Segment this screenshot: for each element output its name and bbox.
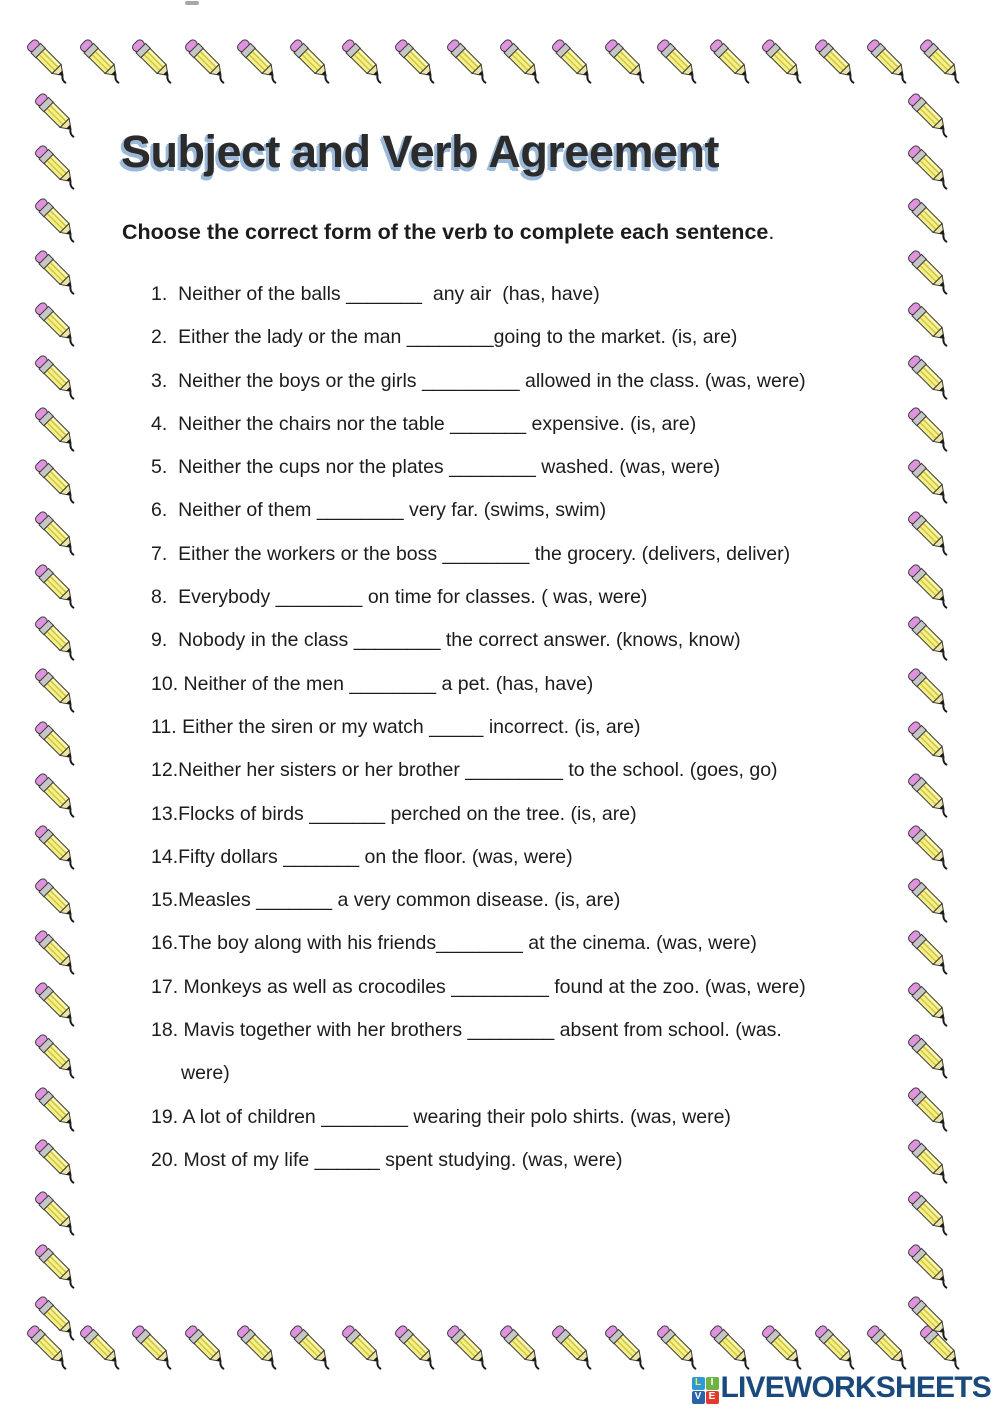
question-line: 14.Fifty dollars _______ on the floor. (was, were)	[151, 845, 573, 868]
pencil-icon	[26, 559, 84, 617]
question-line: 20. Most of my life ______ spent studying. (was, were)	[151, 1148, 623, 1171]
pencil-icon	[26, 193, 84, 251]
pencil-icon	[123, 1320, 181, 1378]
pencil-icon	[899, 193, 957, 251]
question-line: 8. Everybody ________ on time for classes. ( was, were)	[151, 586, 648, 609]
pencil-icon	[18, 34, 76, 92]
pencil-icon	[26, 454, 84, 512]
pencil-icon	[701, 1320, 759, 1378]
question-line-continuation: were)	[181, 1062, 230, 1085]
pencil-icon	[71, 1320, 129, 1378]
pencil-icon	[26, 350, 84, 408]
pencil-icon	[26, 1029, 84, 1087]
pencil-icon	[71, 34, 129, 92]
page-title: Subject and Verb Agreement	[121, 126, 719, 177]
question-list	[151, 273, 911, 1182]
pencil-icon	[281, 34, 339, 92]
pencil-icon	[596, 1320, 654, 1378]
pencil-icon	[26, 925, 84, 983]
question-line: 13.Flocks of birds _______ perched on the tree. (is, are)	[151, 802, 637, 825]
pencil-icon	[26, 873, 84, 931]
pencil-icon	[26, 977, 84, 1035]
pencil-icon	[753, 1320, 811, 1378]
pencil-icon	[228, 1320, 286, 1378]
pencil-icon	[123, 34, 181, 92]
question-line: 16.The boy along with his friends________ at the cinema. (was, were)	[151, 932, 757, 955]
pencil-icon	[176, 1320, 234, 1378]
pencil-icon	[899, 1186, 957, 1244]
question-line: 10. Neither of the men ________ a pet. (has, have)	[151, 672, 594, 695]
pencil-icon	[911, 1320, 969, 1378]
pencil-icon	[281, 1320, 339, 1378]
instruction-period: .	[768, 220, 775, 244]
question-line: 19. A lot of children ________ wearing their polo shirts. (was, were)	[151, 1105, 731, 1128]
pencil-icon	[753, 34, 811, 92]
pencil-icon	[26, 1291, 84, 1349]
pencil-icon	[333, 1320, 391, 1378]
pencil-icon	[26, 88, 84, 146]
pencil-icon	[26, 1186, 84, 1244]
pencil-icon	[858, 1320, 916, 1378]
pencil-icon	[438, 1320, 496, 1378]
pencil-icon	[26, 140, 84, 198]
pencil-icon	[26, 402, 84, 460]
pencil-icon	[899, 1291, 957, 1349]
pencil-icon	[26, 820, 84, 878]
pencil-icon	[899, 88, 957, 146]
liveworksheets-wordmark: LIVEWORKSHEETS	[720, 1371, 991, 1404]
liveworksheets-icon-square-e: E	[706, 1391, 719, 1404]
liveworksheets-icon	[692, 1377, 719, 1404]
pencil-icon	[26, 245, 84, 303]
liveworksheets-logo[interactable]	[692, 1371, 992, 1405]
question-line: 2. Either the lady or the man ________going to the market. (is, are)	[151, 326, 738, 349]
liveworksheets-icon-square-v: V	[692, 1391, 705, 1404]
pencil-icon	[491, 1320, 549, 1378]
pencil-icon	[386, 34, 444, 92]
pencil-icon	[648, 34, 706, 92]
pencil-icon	[911, 34, 969, 92]
question-line: 9. Nobody in the class ________ the correct answer. (knows, know)	[151, 629, 741, 652]
pencil-icon	[806, 1320, 864, 1378]
pencil-icon	[648, 1320, 706, 1378]
question-line: 15.Measles _______ a very common disease. (is, are)	[151, 889, 621, 912]
pencil-icon	[333, 34, 391, 92]
pencil-icon	[26, 1082, 84, 1140]
pencil-icon	[26, 1134, 84, 1192]
pencil-icon	[543, 34, 601, 92]
question-line: 6. Neither of them ________ very far. (swims, swim)	[151, 499, 607, 522]
pencil-icon	[491, 34, 549, 92]
question-line: 17. Monkeys as well as crocodiles _________ found at the zoo. (was, were)	[151, 975, 806, 998]
question-line: 12.Neither her sisters or her brother _________ to the school. (goes, go)	[151, 759, 778, 782]
question-line: 4. Neither the chairs nor the table _______ expensive. (is, are)	[151, 412, 697, 435]
pencil-icon	[858, 34, 916, 92]
question-line: 7. Either the workers or the boss ________ the grocery. (delivers, deliver)	[151, 542, 791, 565]
instruction-main: Choose the correct form of the verb to complete each sentence	[122, 220, 769, 244]
question-line: 11. Either the siren or my watch _____ incorrect. (is, are)	[151, 715, 641, 738]
pencil-icon	[899, 1239, 957, 1297]
pencil-icon	[176, 34, 234, 92]
pencil-icon	[228, 34, 286, 92]
liveworksheets-icon-square-i: I	[706, 1377, 719, 1390]
pencil-icon	[806, 34, 864, 92]
pencil-icon	[386, 1320, 444, 1378]
question-line: 1. Neither of the balls _______ any air (has, have)	[151, 283, 600, 305]
pencil-icon	[899, 140, 957, 198]
liveworksheets-icon-square-l: L	[692, 1377, 705, 1390]
pencil-icon	[26, 611, 84, 669]
pencil-icon	[26, 663, 84, 721]
pencil-icon	[18, 1320, 76, 1378]
pencil-icon	[26, 1239, 84, 1297]
instruction-text	[122, 220, 774, 245]
pencil-icon	[701, 34, 759, 92]
pencil-icon	[543, 1320, 601, 1378]
question-line: 3. Neither the boys or the girls _________ allowed in the class. (was, were)	[151, 369, 806, 392]
pencil-icon	[26, 506, 84, 564]
pencil-icon	[596, 34, 654, 92]
question-line: 5. Neither the cups nor the plates ________ washed. (was, were)	[151, 456, 721, 479]
pencil-icon	[438, 34, 496, 92]
scan-artifact	[185, 1, 199, 5]
pencil-icon	[26, 297, 84, 355]
pencil-icon	[26, 768, 84, 826]
question-line: 18. Mavis together with her brothers ________ absent from school. (was.	[151, 1019, 782, 1042]
pencil-icon	[26, 716, 84, 774]
